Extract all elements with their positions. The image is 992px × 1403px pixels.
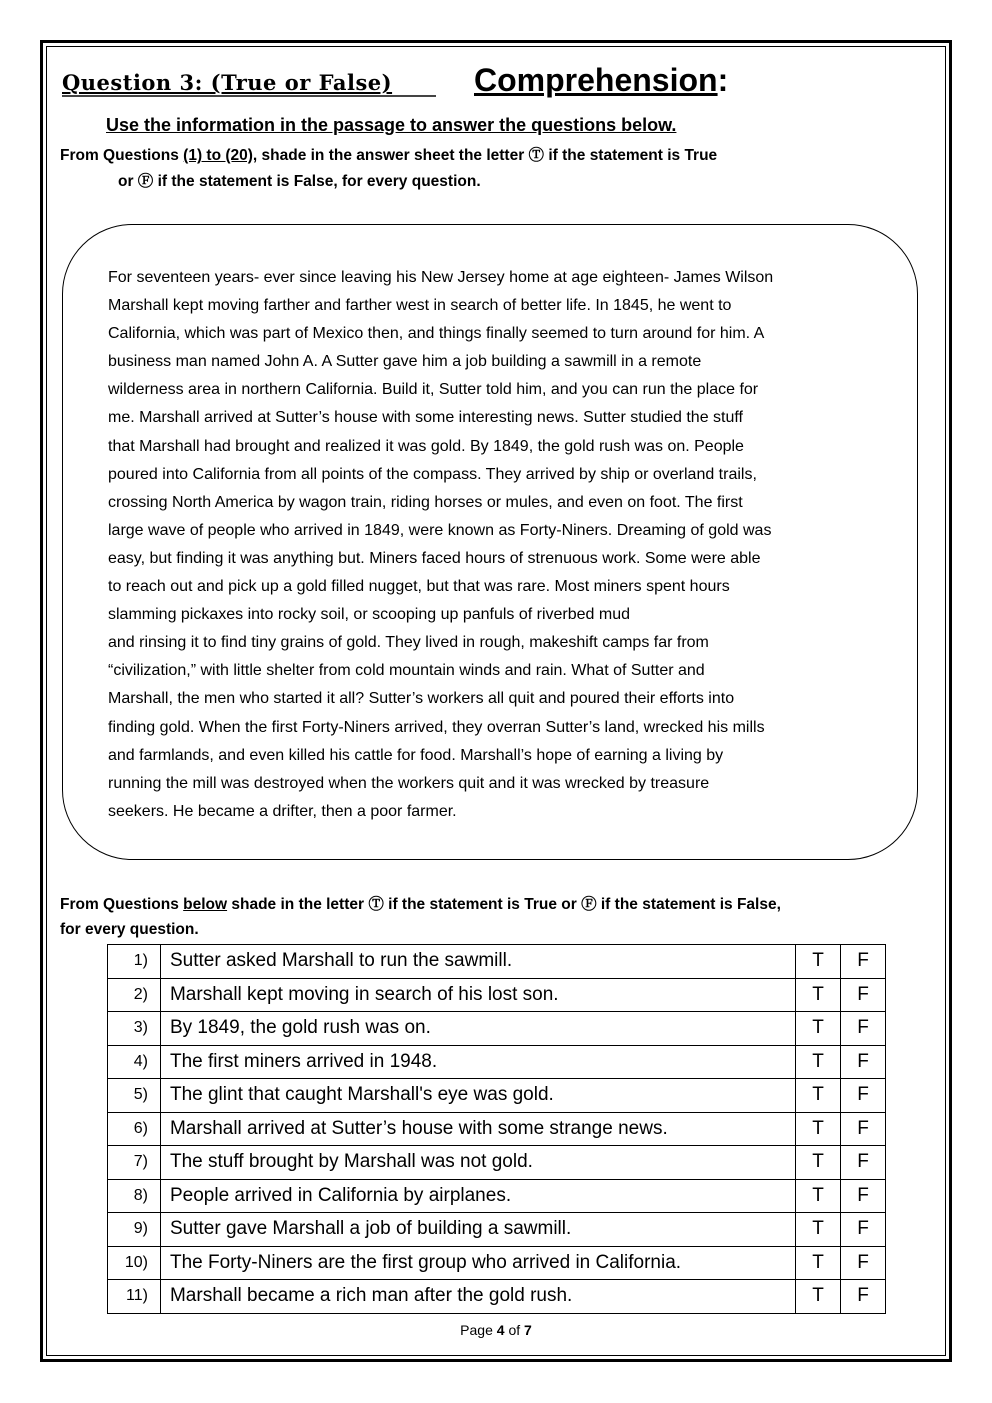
passage-line: and farmlands, and even killed his cattle for food. Marshall’s hope of earning a living by	[108, 746, 724, 764]
passage-line: that Marshall had brought and realized it was gold. By 1849, the gold rush was on. People	[108, 437, 744, 455]
passage-line: easy, but finding it was anything but. Miners faced hours of strenuous work. Some were able	[108, 549, 761, 567]
true-option[interactable]: T	[796, 1146, 841, 1180]
questions-instruction: From Questions below shade in the letter Ⓣ if the statement is True or Ⓕ if the statement is False, for every question.	[60, 896, 781, 938]
question-number: 4)	[108, 1045, 161, 1079]
question-number: 11)	[108, 1280, 161, 1314]
question-text: Marshall arrived at Sutter’s house with some strange news.	[160, 1112, 795, 1146]
question-number: 5)	[108, 1079, 161, 1113]
false-option[interactable]: F	[841, 1146, 886, 1180]
false-option[interactable]: F	[841, 1179, 886, 1213]
question-row	[108, 945, 886, 979]
question-row	[108, 1012, 886, 1046]
question-number: 10)	[108, 1246, 161, 1280]
question-text: The Forty-Niners are the first group who arrived in California.	[160, 1246, 795, 1280]
false-option[interactable]: F	[841, 978, 886, 1012]
false-option[interactable]: F	[841, 1012, 886, 1046]
question-number: 9)	[108, 1213, 161, 1247]
main-instruction: Use the information in the passage to answer the questions below.	[106, 115, 677, 135]
true-option[interactable]: T	[796, 945, 841, 979]
false-option[interactable]: F	[841, 1280, 886, 1314]
passage-line: poured into California from all points of the compass. They arrived by ship or overland trails,	[108, 465, 757, 483]
instruction-line-1: From Questions (1) to (20), shade in the answer sheet the letter Ⓣ if the statement is True	[60, 147, 718, 164]
false-option[interactable]: F	[841, 1045, 886, 1079]
true-option[interactable]: T	[796, 978, 841, 1012]
true-option[interactable]: T	[796, 1179, 841, 1213]
question-number: 6)	[108, 1112, 161, 1146]
true-option[interactable]: T	[796, 1280, 841, 1314]
passage-line: “civilization,” with little shelter from cold mountain winds and rain. What of Sutter and	[108, 662, 705, 680]
passage-line: For seventeen years- ever since leaving his New Jersey home at age eighteen- James Wilson	[108, 269, 774, 286]
question-text: The first miners arrived in 1948.	[160, 1045, 795, 1079]
false-option[interactable]: F	[841, 1079, 886, 1113]
question-row	[108, 1045, 886, 1079]
passage-line: seekers. He became a drifter, then a poor farmer.	[108, 802, 457, 820]
question-number: 3)	[108, 1012, 161, 1046]
passage-line: Marshall, the men who started it all? Sutter’s workers all quit and poured their efforts into	[108, 690, 735, 708]
question-row	[108, 1112, 886, 1146]
question-number: 8)	[108, 1179, 161, 1213]
section-title: Comprehension:	[474, 62, 729, 98]
true-option[interactable]: T	[796, 1213, 841, 1247]
passage-line: business man named John A. A Sutter gave him a job building a sawmill in a remote	[108, 353, 702, 371]
passage-line: finding gold. When the first Forty-Niners arrived, they overran Sutter’s land, wrecked his mills	[108, 718, 765, 736]
question-text: The glint that caught Marshall's eye was gold.	[160, 1079, 795, 1113]
question-row	[108, 1079, 886, 1113]
question-text: The stuff brought by Marshall was not gold.	[160, 1146, 795, 1180]
passage-line: slamming pickaxes into rocky soil, or scooping up panfuls of riverbed mud	[108, 606, 631, 624]
question-text: Sutter gave Marshall a job of building a sawmill.	[160, 1213, 795, 1247]
false-option[interactable]: F	[841, 1213, 886, 1247]
question-text: Sutter asked Marshall to run the sawmill.	[160, 945, 795, 979]
question-text: By 1849, the gold rush was on.	[160, 1012, 795, 1046]
page-number: Page 4 of 7	[460, 1322, 532, 1338]
passage-line: crossing North America by wagon train, riding horses or mules, and even on foot. The first	[108, 493, 743, 511]
passage-line: wilderness area in northern California. Build it, Sutter told him, and you can run the place for	[108, 381, 759, 399]
true-option[interactable]: T	[796, 1012, 841, 1046]
passage-line: me. Marshall arrived at Sutter’s house with some interesting news. Sutter studied the stuff	[108, 409, 743, 427]
question-number: 7)	[108, 1146, 161, 1180]
true-option[interactable]: T	[796, 1112, 841, 1146]
question-row	[108, 1280, 886, 1314]
questions-table	[107, 944, 886, 1314]
question-text: Marshall kept moving in search of his lost son.	[160, 978, 795, 1012]
question-title: Question 3: (True or False)	[62, 70, 436, 97]
question-number: 1)	[108, 945, 161, 979]
question-row	[108, 1213, 886, 1247]
true-option[interactable]: T	[796, 1079, 841, 1113]
instruction-line-2: or Ⓕ if the statement is False, for every question.	[118, 173, 481, 190]
false-option[interactable]: F	[841, 1112, 886, 1146]
question-row	[108, 1246, 886, 1280]
question-text: People arrived in California by airplanes.	[160, 1179, 795, 1213]
question-number: 2)	[108, 978, 161, 1012]
false-option[interactable]: F	[841, 945, 886, 979]
passage-line: large wave of people who arrived in 1849, were known as Forty-Niners. Dreaming of gold was	[108, 521, 772, 539]
passage-line: running the mill was destroyed when the workers quit and it was wrecked by treasure	[108, 774, 710, 792]
passage-line: and rinsing it to find tiny grains of gold. They lived in rough, makeshift camps far from	[108, 634, 709, 652]
passage-line: California, which was part of Mexico then, and things finally seemed to turn around for him. A	[108, 325, 765, 343]
passage-line: Marshall kept moving farther and farther west in search of better life. In 1845, he went to	[108, 297, 732, 315]
false-option[interactable]: F	[841, 1246, 886, 1280]
passage-line: to reach out and pick up a gold filled nugget, but that was rare. Most miners spent hours	[108, 578, 730, 596]
question-row	[108, 978, 886, 1012]
true-option[interactable]: T	[796, 1045, 841, 1079]
question-text: Marshall became a rich man after the gold rush.	[160, 1280, 795, 1314]
passage-text	[108, 264, 773, 826]
true-option[interactable]: T	[796, 1246, 841, 1280]
question-row	[108, 1146, 886, 1180]
question-row	[108, 1179, 886, 1213]
